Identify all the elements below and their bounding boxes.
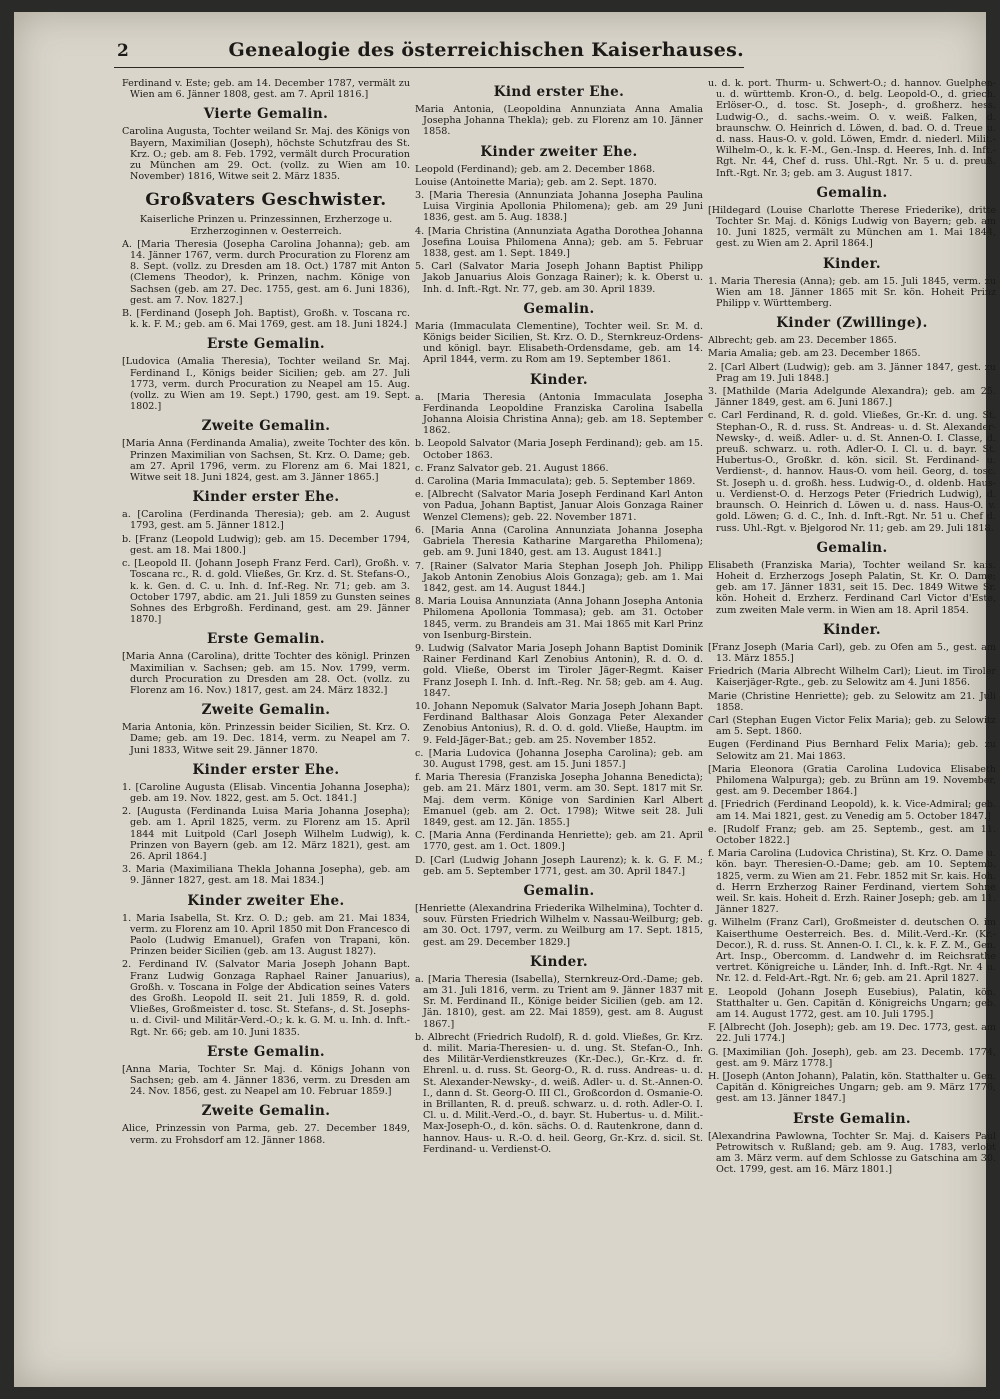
genealogy-entry: 1. Maria Isabella, St. Krz. O. D.; geb. am 21. Mai 1834, verm. zu Florenz am 10. April 1850 mit Don Francesco di Paolo (Ludwig Emanuel), Grafen von Trapani, kön. Prinzen beider Sicilien (geb. am 13. August 1827). — [122, 912, 410, 958]
genealogy-entry: 8. Maria Louisa Annunziata (Anna Johann Josepha Antonia Philomena Apollonia Tommasa); geb. am 31. October 1845, verm. zu Brandeis am 31. Mai 1865 mit Karl Prinz von Isenburg-Birstein. — [415, 596, 703, 641]
section-heading: Kinder. — [822, 255, 882, 272]
text-column-middle — [415, 78, 703, 1383]
page-number: 2 — [117, 41, 129, 61]
genealogy-entry: Maria Antonia, kön. Prinzessin beider Sicilien, St. Krz. O. Dame; geb. am 19. Dec. 1814, verm. zu Neapel am 7. Juni 1833, Witwe seit 29. Jänner 1870. — [122, 722, 410, 756]
section-heading: Gemalin. — [523, 882, 595, 899]
genealogy-entry: 6. [Maria Anna (Carolina Annunziata Johanna Josepha Gabriela Theresia Katharine Margaretha Philomena); geb. am 9. Juni 1840, gest. am 13. August 1841.] — [415, 524, 703, 559]
section-heading: Erste Gemalin. — [206, 1043, 326, 1060]
genealogy-entry: 2. Ferdinand IV. (Salvator Maria Joseph Johann Bapt. Franz Ludwig Gonzaga Raphael Rainer Januarius), Großh. v. Toscana in Folge der Abdication seines Vaters des Großh. Leopold II. seit 21. Juli 1859, R. d. gold. Vließes, Großmeister d. tosc. St. Stefans-, d. St. Josephs- u. d. Civil- und Militär-Verd.-O.; k. k. G. M. u. Inh. d. Inft.-Rgt. Nr. 66; geb. am 10. Juni 1835. — [122, 959, 410, 1038]
genealogy-entry: 5. Carl (Salvator Maria Joseph Johann Baptist Philipp Jakob Januarius Alois Gonzaga Rainer); k. k. Oberst u. Inh. d. Inft.-Rgt. Nr. 77, geb. am 30. April 1839. — [415, 261, 703, 295]
section-heading: Kinder. — [529, 953, 589, 970]
genealogy-entry: a. [Maria Theresia (Antonia Immaculata Josepha Ferdinanda Leopoldine Franziska Carolina Isabella Johanna Aloisia Christina Anna); geb. am 18. September 1862. — [415, 391, 703, 437]
genealogy-entry: 2. [Augusta (Ferdinanda Luisa Maria Johanna Josepha); geb. am 1. April 1825, verm. zu Florenz am 15. April 1844 mit Luitpold (Carl Joseph Wilhelm Ludwig), k. Prinzen von Bayern (geb. am 12. März 1821), gest. am 26. April 1864.] — [122, 806, 410, 862]
genealogy-entry: 7. [Rainer (Salvator Maria Stephan Joseph Joh. Philipp Jakob Antonin Zenobius Alois Gonzaga); geb. am 1. Mai 1842, gest. am 14. August 1844.] — [415, 560, 703, 594]
genealogy-entry: Carolina Augusta, Tochter weiland Sr. Maj. des Königs von Bayern, Maximilian (Joseph), höchste Schutzfrau des St. Krz. O.; geb. am 8. Feb. 1792, vermält durch Procuration zu München am 29. Oct. (vollz. zu Wien am 10. November) 1816, Witwe seit 2. März 1835. — [122, 126, 410, 183]
section-heading: Erste Gemalin. — [206, 631, 326, 648]
section-heading: Zweite Gemalin. — [201, 1103, 331, 1120]
genealogy-entry: c. Carl Ferdinand, R. d. gold. Vließes, Gr.-Kr. d. ung. St. Stephan-O., R. d. russ. St. Andreas- u. d. St. Alexander-Newsky-, d. weiß. Adler- u. d. St. Annen-O. I. Classe, d. preuß. schwarz. u. roth. Adler-O. I. Cl. u. d. bayr. St. Hubertus-O., Großkr. d. kön. sicil. St. Ferdinand- u. Verdienst-, d. hannov. Haus-O. vom heil. Georg, d. tosc. St. Joseph u. d. großh. hess. Ludwig-O., d. oldenb. Haus- u. Verdienst-O. d. Herzogs Peter (Friedrich Ludwig), d. braunsch. O. Heinrich d. Löwen u. d. nass. Haus-O. v. gold. Löwen; G. d. C., Inh. d. Inft.-Rgt. Nr. 51 u. Chef d. russ. Uhl.-Rgt. v. Bjelgorod Nr. 11; geb. am 29. Juli 1818. — [708, 410, 996, 534]
genealogy-entry: d. [Friedrich (Ferdinand Leopold), k. k. Vice-Admiral; geb. am 14. Mai 1821, gest. zu Venedig am 5. October 1847.] — [708, 799, 996, 822]
genealogy-entry: c. Franz Salvator geb. 21. August 1866. — [415, 462, 609, 474]
text-column-right — [708, 78, 996, 1383]
section-heading: Gemalin. — [523, 300, 595, 317]
genealogy-entry: b. [Franz (Leopold Ludwig); geb. am 15. December 1794, gest. am 18. Mai 1800.] — [122, 533, 410, 556]
genealogy-entry: [Hildegard (Louise Charlotte Therese Friederike), dritte Tochter Sr. Maj. d. Königs Ludwig von Bayern; geb. am 10. Juni 1825, vermält zu München am 1. Mai 1844, gest. zu Wien am 2. April 1864.] — [708, 204, 996, 250]
genealogy-entry: [Maria Anna (Carolina), dritte Tochter des königl. Prinzen Maximilian v. Sachsen; geb. am 15. Nov. 1799, verm. durch Procuration zu Dresden am 28. Oct. (vollz. zu Florenz am 16. Nov.) 1817, gest. am 24. März 1832.] — [122, 651, 410, 696]
genealogy-entry: f. Maria Carolina (Ludovica Christina), St. Krz. O. Dame u. kön. bayr. Theresien-O.-Dame; geb. am 10. Septemb. 1825, verm. zu Wien am 21. Febr. 1852 mit Sr. kais. Hoh. d. Herrn Erzherzog Rainer Ferdinand, viertem Sohne weil. Sr. kais. Hoheit d. Erzh. Rainer Joseph; geb. am 11. Jänner 1827. — [708, 848, 996, 916]
genealogy-entry: g. Wilhelm (Franz Carl), Großmeister d. deutschen O. im Kaiserthume Oesterreich. Bes. d. Milit.-Verd.-Kr. (Kr.-Decor.), R. d. russ. St. Annen-O. I. Cl., k. k. F. Z. M., Gen. Art. Insp., Obercomm. d. Landwehr d. im Reichsrathe vertret. Königreiche u. Länder, Inh. d. Inft.-Rgt. Nr. 4 u. Nr. 12. d. Feld-Art.-Rgt. Nr. 6; geb. am 21. April 1827. — [708, 917, 996, 985]
genealogy-entry: Elisabeth (Franziska Maria), Tochter weiland Sr. kais. Hoheit d. Erzherzogs Joseph Palatin, St. Kr. O. Dame; geb. am 17. Jänner 1831, seit 15. Dec. 1849 Witwe Sr. kön. Hoheit d. Erzherz. Ferdinand Carl Victor d'Este, zum zweiten Male verm. in Wien am 18. April 1854. — [708, 559, 996, 616]
genealogy-entry: Ferdinand v. Este; geb. am 14. December 1787, vermält zu Wien am 6. Jänner 1808, gest. am 7. April 1816.] — [122, 78, 410, 101]
genealogy-entry: e. [Albrecht (Salvator Maria Joseph Ferdinand Karl Anton von Padua, Johann Baptist, Januar Alois Gonzaga Rainer Wenzel Clemens); geb. 22. November 1871. — [415, 489, 703, 523]
section-caption: Kaiserliche Prinzen u. Prinzessinnen, Erzherzoge u. Erzherzoginnen v. Oesterreich. — [139, 214, 393, 237]
genealogy-entry: 9. Ludwig (Salvator Maria Joseph Johann Baptist Dominik Rainer Ferdinand Karl Zenobius Antonin), R. d. O. d. gold. Vließe, Oberst im Tiroler Jäger-Regmt. Kaiser Franz Joseph I. Inh. d. Inft.-Reg. Nr. 58; geb. am 4. Aug. 1847. — [415, 642, 703, 699]
section-heading: Gemalin. — [816, 184, 888, 201]
genealogy-entry: e. [Rudolf Franz; geb. am 25. Septemb., gest. am 11. October 1822.] — [708, 823, 996, 846]
genealogy-entry: G. [Maximilian (Joh. Joseph), geb. am 23. Decemb. 1774, gest. am 9. März 1778.] — [708, 1046, 996, 1069]
genealogy-entry: c. [Leopold II. (Johann Joseph Franz Ferd. Carl), Großh. v. Toscana rc., R. d. gold. Vließes, Gr. Krz. d. St. Stefans-O., k. k. Gen. d. C. u. Inh. d. Inf.-Reg. Nr. 71; geb. am 3. October 1797, abdic. am 21. Juli 1859 zu Gunsten seines Sohnes des Erbgroßh. Ferdinand, gest. am 29. Jänner 1870.] — [122, 558, 410, 626]
section-heading: Erste Gemalin. — [206, 336, 326, 353]
genealogy-entry: Louise (Antoinette Maria); geb. am 2. Sept. 1870. — [415, 176, 657, 188]
genealogy-entry: 3. Maria (Maximiliana Thekla Johanna Josepha), geb. am 9. Jänner 1827, gest. am 18. Mai 1834.] — [122, 864, 410, 887]
genealogy-entry: 3. [Mathilde (Maria Adelgunde Alexandra); geb. am 25. Jänner 1849, gest. am 6. Juni 1867.] — [708, 386, 996, 409]
section-heading: Kinder (Zwillinge). — [776, 315, 928, 332]
genealogy-entry: Maria Amalia; geb. am 23. December 1865. — [708, 348, 921, 360]
genealogy-entry: Friedrich (Maria Albrecht Wilhelm Carl); Lieut. im Tiroler Kaiserjäger-Rgte., geb. zu Selowitz am 4. Juni 1856. — [708, 666, 996, 689]
section-heading: Zweite Gemalin. — [201, 418, 331, 435]
genealogy-entry: Leopold (Ferdinand); geb. am 2. December 1868. — [415, 163, 656, 175]
section-heading: Kinder zweiter Ehe. — [480, 143, 638, 160]
genealogy-entry: u. d. k. port. Thurm- u. Schwert-O.; d. hannov. Guelphen- u. d. württemb. Kron-O., d. belg. Leopold-O., d. griech. Erlöser-O., d. tosc. St. Joseph-, d. großherz. hess. Ludwig-O., d. sachs.-weim. O. v. weiß. Falken, d. braunschw. O. Heinrich d. Löwen, d. bad. O. d. Treue u. d. nass. Haus-O. v. gold. Löwen, Emdr. d. niederl. Milit.-Wilhelm-O., k. k. F.-M., Gen.-Insp. d. Heeres, Inh. d. Inft.-Rgt. Nr. 44, Chef d. russ. Uhl.-Rgt. Nr. 5 u. d. preuß. Inft.-Rgt. Nr. 3; geb. am 3. August 1817. — [708, 78, 996, 179]
genealogy-entry: [Anna Maria, Tochter Sr. Maj. d. Königs Johann von Sachsen; geb. am 4. Jänner 1836, verm. zu Dresden am 24. Nov. 1856, gest. zu Neapel am 10. Februar 1859.] — [122, 1063, 410, 1098]
section-heading: Kinder zweiter Ehe. — [187, 892, 345, 909]
genealogy-entry: D. [Carl (Ludwig Johann Joseph Laurenz); k. k. G. F. M.; geb. am 5. September 1771, gest. am 30. April 1847.] — [415, 854, 703, 877]
genealogy-entry: [Franz Joseph (Maria Carl), geb. zu Ofen am 5., gest. am 13. März 1855.] — [708, 641, 996, 664]
genealogy-entry: Carl (Stephan Eugen Victor Felix Maria); geb. zu Selowitz am 5. Sept. 1860. — [708, 714, 996, 738]
genealogy-entry: [Ludovica (Amalia Theresia), Tochter weiland Sr. Maj. Ferdinand I., Königs beider Sicilien; geb. am 27. Juli 1773, verm. durch Procuration zu Neapel am 15. Aug. (vollz. zu Wien am 19. Sept.) 1790, gest. am 19. Sept. 1802.] — [122, 356, 410, 413]
section-heading: Gemalin. — [816, 539, 888, 556]
genealogy-entry: b. Leopold Salvator (Maria Joseph Ferdinand); geb. am 15. October 1863. — [415, 438, 703, 461]
genealogy-entry: c. [Maria Ludovica (Johanna Josepha Carolina); geb. am 30. August 1798, gest. am 15. Juni 1857.] — [415, 747, 703, 770]
genealogy-entry: Alice, Prinzessin von Parma, geb. 27. December 1849, verm. zu Frohsdorf am 12. Jänner 1868. — [122, 1123, 410, 1146]
genealogy-entry: 1. Maria Theresia (Anna); geb. am 15. Juli 1845, verm. zu Wien am 18. Jänner 1865 mit Sr. kön. Hoheit Prinz Philipp v. Württemberg. — [708, 275, 996, 310]
genealogy-entry: C. [Maria Anna (Ferdinanda Henriette); geb. am 21. April 1770, gest. am 1. Oct. 1809.] — [415, 830, 703, 853]
genealogy-entry: H. [Joseph (Anton Johann), Palatin, kön. Statthalter u. Gen. Capitän d. Königreiches Ungarn; geb. am 9. März 1776, gest. am 13. Jänner 1847.] — [708, 1071, 996, 1105]
genealogy-entry: 4. [Maria Christina (Annunziata Agatha Dorothea Johanna Josefina Louisa Philomena Anna); geb. am 5. Februar 1838, gest. am 1. Sept. 1849.] — [415, 225, 703, 260]
genealogy-entry: a. [Maria Theresia (Isabella), Sternkreuz-Ord.-Dame; geb. am 31. Juli 1816, verm. zu Trient am 9. Jänner 1837 mit Sr. M. Ferdinand II., Könige beider Sicilien (geb. am 12. Jän. 1810), gest. am 22. Mai 1859), gest. am 8. August 1867.] — [415, 973, 703, 1030]
genealogy-entry: B. [Ferdinand (Joseph Joh. Baptist), Großh. v. Toscana rc. k. k. F. M.; geb. am 6. Mai 1769, gest. am 18. Juni 1824.] — [122, 308, 410, 331]
genealogy-entry: [Henriette (Alexandrina Friederika Wilhelmina), Tochter d. souv. Fürsten Friedrich Wilhelm v. Nassau-Weilburg; geb. am 30. Oct. 1797, verm. zu Weilburg am 17. Sept. 1815, gest. am 29. December 1829.] — [415, 902, 703, 948]
genealogy-entry: F. [Albrecht (Joh. Joseph); geb. am 19. Dec. 1773, gest. am 22. Juli 1774.] — [708, 1022, 996, 1045]
genealogy-entry: a. [Carolina (Ferdinanda Theresia); geb. am 2. August 1793, gest. am 5. Jänner 1812.] — [122, 509, 410, 532]
genealogy-entry: 3. [Maria Theresia (Annunziata Johanna Josepha Paulina Luisa Virginia Apollonia Philomena); geb. am 29 Juni 1836, gest. am 5. Aug. 1838.] — [415, 190, 703, 224]
section-heading: Zweite Gemalin. — [201, 702, 331, 719]
section-heading: Vierte Gemalin. — [203, 106, 329, 123]
genealogy-entry: 10. Johann Nepomuk (Salvator Maria Joseph Johann Bapt. Ferdinand Balthasar Alois Gonzaga Peter Alexander Zenobius Antonius), R. d. O. d. gold. Vließe, Hauptm. im 9. Feld-Jäger-Bat.; geb. am 25. November 1852. — [415, 700, 703, 746]
section-heading: Kind erster Ehe. — [493, 84, 625, 100]
genealogy-entry: Albrecht; geb. am 23. December 1865. — [708, 335, 897, 347]
genealogy-entry: [Alexandrina Pawlowna, Tochter Sr. Maj. d. Kaisers Paul Petrowitsch v. Rußland; geb. am 9. Aug. 1783, verlobt am 3. März verm. auf dem Schlosse zu Gatschina am 30. Oct. 1799, gest. am 16. März 1801.] — [708, 1130, 996, 1176]
genealogy-entry: 2. [Carl Albert (Ludwig); geb. am 3. Jänner 1847, gest. zu Prag am 19. Juli 1848.] — [708, 361, 996, 384]
genealogy-entry: [Maria Anna (Ferdinanda Amalia), zweite Tochter des kön. Prinzen Maximilian von Sachsen, St. Krz. O. Dame; geb. am 27. April 1796, verm. zu Florenz am 6. Mai 1821, Witwe seit 18. Juni 1824, gest. am 3. Jänner 1865.] — [122, 438, 410, 484]
genealogy-entry: f. Maria Theresia (Franziska Josepha Johanna Benedicta); geb. am 21. März 1801, verm. am 30. Sept. 1817 mit Sr. Maj. dem verm. Könige von Sardinien Karl Albert Emanuel (geb. am 2. Oct. 1798); Witwe seit 28. Juli 1849, gest. am 12. Jän. 1855.] — [415, 772, 703, 828]
genealogy-entry: Eugen (Ferdinand Pius Bernhard Felix Maria); geb. zu Selowitz am 21. Mai 1863. — [708, 739, 996, 762]
genealogy-entry: Maria (Immaculata Clementine), Tochter weil. Sr. M. d. Königs beider Sicilien, St. Krz. O. D., Sternkreuz-Ordens- und königl. bayr. Elisabeth-Ordensdame, geb. am 14. April 1844, verm. zu Rom am 19. September 1861. — [415, 320, 703, 366]
section-heading: Großvaters Geschwister. — [145, 190, 387, 211]
genealogy-entry: Marie (Christine Henriette); geb. zu Selowitz am 21. Juli 1858. — [708, 690, 996, 713]
genealogy-entry: A. [Maria Theresia (Josepha Carolina Johanna); geb. am 14. Jänner 1767, verm. durch Procuration zu Florenz am 8. Sept. (vollz. zu Dresden am 18. Oct.) 1787 mit Anton (Clemens Theodor), k. Prinzen, nachm. Könige von Sachsen (geb. am 27. Dec. 1755, gest. am 6. Juni 1836), gest. am 7. Nov. 1827.] — [122, 238, 410, 306]
section-heading: Kinder. — [822, 621, 882, 638]
section-heading: Kinder erster Ehe. — [192, 761, 340, 778]
page — [14, 12, 996, 1387]
section-heading: Kinder. — [529, 371, 589, 388]
section-heading: Erste Gemalin. — [792, 1110, 912, 1127]
section-heading: Kinder erster Ehe. — [192, 489, 340, 506]
page-header — [114, 37, 744, 68]
genealogy-entry: d. Carolina (Maria Immaculata); geb. 5. September 1869. — [415, 476, 696, 488]
genealogy-entry: 1. [Caroline Augusta (Elisab. Vincentia Johanna Josepha); geb. am 19. Nov. 1822, gest. am 5. Oct. 1841.] — [122, 781, 410, 804]
genealogy-entry: E. Leopold (Johann Joseph Eusebius), Palatin, kön. Statthalter u. Gen. Capitän d. Königreichs Ungarn; geb. am 14. August 1772, gest. am 10. Juli 1795.] — [708, 986, 996, 1021]
text-column-left — [122, 78, 410, 1383]
genealogy-entry: Maria Antonia, (Leopoldina Annunziata Anna Amalia Josepha Johanna Thekla); geb. zu Florenz am 10. Jänner 1858. — [415, 104, 703, 138]
genealogy-entry: [Maria Eleonora (Gratia Carolina Ludovica Elisabeth Philomena Walpurga); geb. zu Brünn am 19. November, gest. am 9. December 1864.] — [708, 763, 996, 798]
running-title: Genealogie des österreichischen Kaiserhauses. — [228, 39, 744, 61]
genealogy-entry: b. Albrecht (Friedrich Rudolf), R. d. gold. Vließes, Gr. Krz. d. milit. Maria-Theresien- u. d. ung. St. Stefan-O., Inh. des Militär-Verdienstkreuzes (Kr.-Dec.), Gr.-Krz. d. fr. Ehrenl. u. d. russ. St. Georg-O., R. d. russ. Andreas- u. d. St. Alexander-Newsky-, d. weiß. Adler- u. d. St.-Annen-O. I., dann d. St. Georg-O. III Cl., Großcordon d. Osmanie-O. in Brillanten, R. d. preuß. schwarz. u. d. roth. Adler-O. I. Cl. u. d. Milit.-Verd.-O., d. bayr. St. Hubertus- u. d. Milit.-Max-Joseph-O., d. kön. sächs. O. d. Rautenkrone, dann d. hannov. Haus- u. R.-O. d. heil. Georg, Gr.-Krz. d. sicil. St. Ferdinand- u. Verdienst-O. — [415, 1031, 703, 1155]
